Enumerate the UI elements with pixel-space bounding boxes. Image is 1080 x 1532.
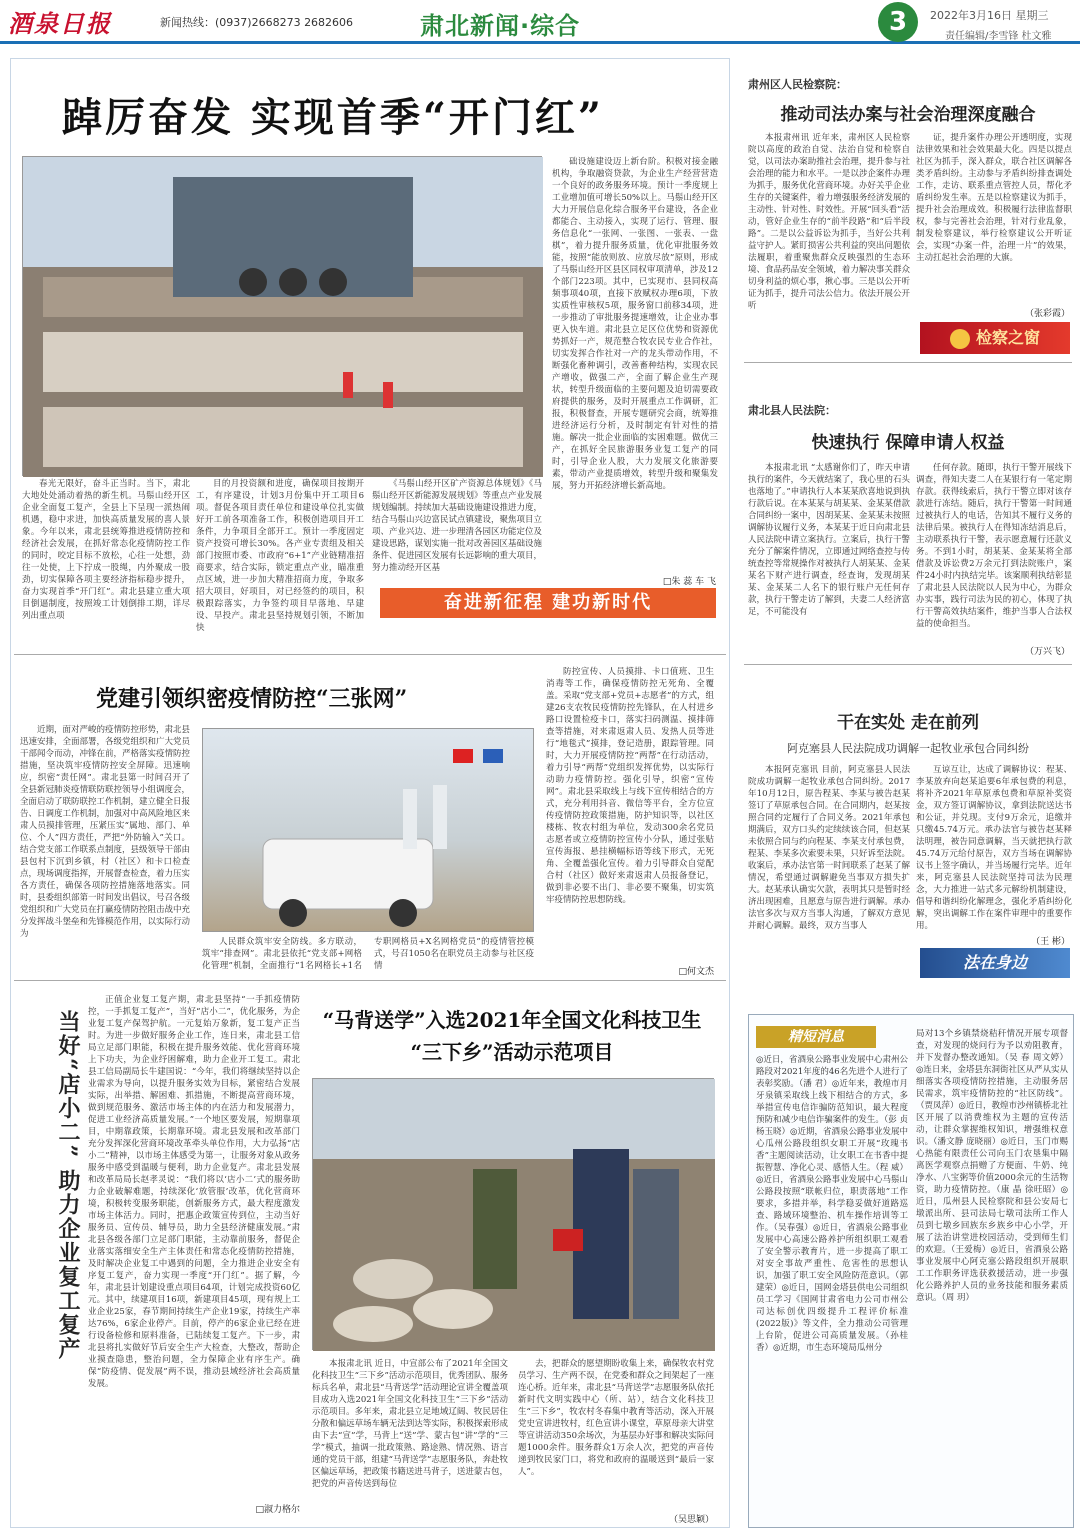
- emblem-icon: [950, 329, 970, 349]
- r1-credit: （张彩霞）: [1024, 309, 1070, 319]
- issue-date: 2022年3月16日 星期三: [930, 9, 1049, 22]
- culture-headline-line-2: “三下乡”活动示范项目: [410, 1040, 614, 1064]
- slogan-banner: 奋进新征程 建功新时代: [380, 588, 716, 618]
- r2-column-2: 任何存款。随即，执行干警开展线下调查，得知夫妻二人在某银行有一笔定期存款。获得线索后，执行干警立即对该存款进行冻结。随后，执行干警第一时间通过被执行人的电话，告知其不履行义务的法律后果。被执行人在得知冻结消息后，主动联系执行干警，表示愿意履行还款义务。不到1小时，胡某某、金某某将全部借款及诉讼费2万余元打到法院账户，案件24小时内执结完毕。该案顺利执结彰显了肃北县人民法院以人民为中心，为群众办实事，践行司法为民的初心，体现了执行干警高效执结案件，维护当事人合法权益的使命担当。: [916, 463, 1072, 629]
- shop-vertical-headline: 当好“店小二” 助力企业复工复产: [55, 1010, 81, 1361]
- factory-photo: [22, 156, 542, 476]
- covid-column-1: 近期，面对严峻的疫情防控形势，肃北县迅速安排，全面部署，各级党组织和广大党员干部闻令而动，冲锋在前，严格落实疫情防控措施，坚决筑牢疫情防控安全屏障。迅速响应，织密“责任网”。肃北县第一时间召开了全县新冠肺炎疫情联防联控领导小组调度会，全面启动了联防联控工作机制，建立健全日报告、日调度工作机制，加强对中高风险地区来肃人员摸排管理，压紧压实“属地、部门、单位、个人”四方责任，严把“外防输入”关口。结合党支部工作联系点制度，县级领导干部由县包村下沉到乡镇，村（社区）和卡口检查点，现场调度指挥，开展督查检查，着力压实各方责任，确保各项防控措施落地落实。同时，县委组织部第一时间发出倡议，号召各级党组织和广大党员在打赢疫情防控阻击战中充分发挥战斗堡垒和先锋模范作用，以实际行动为: [20, 725, 190, 939]
- culture-column-1: 本报肃北讯 近日，中宣部公布了2021年全国文化科技卫生“三下乡”活动示范项目，优秀团队、服务标兵名单，肃北县“马背送学”活动理论宣讲全覆盖项目成功入选2021年全国文化科技卫生“三下乡”活动示范项目。多年来，肃北县立足地域辽阔、牧民居住分散和偏远草场车辆无法到达等实际，积极探索形成由下去“宣”学，马背上“送”学、蒙古包“讲”学的“三学”模式，抽调一批政策熟、路途熟、情况熟、语言通的党员干部，组建“马背送学”志愿服务队，奔赴牧区偏远草场，把政策书籍送进马背子，送进蒙古包，把党的声音传送到每位: [312, 1359, 508, 1489]
- r2-credit: （万兴飞）: [1024, 647, 1070, 657]
- herders-photo: [312, 1078, 714, 1350]
- r3-column-2: 互谅互让，达成了调解协议：程某、李某放弃向赵某追要6年承包费的利息，将补齐2021年草原承包费和草原补奖资金，双方签订调解协议，拿到法院送达书和公证，并兑现。支付9万余元，追缴并只缴45.74万元。承办法官与被告赵某释法明理，被告同意调解，当天就把执行款45.74万元给付原告，双方当场在调解协议书上签字确认，并当场履行完毕。近年来，阿克塞县人民法院坚持司法为民理念，大力推进一站式多元解纷机制建设，倡导和谐纠纷化解理念，强化矛盾纠纷化解，突出调解工作在案件审理中的重要作用。: [916, 765, 1072, 931]
- covid-photo-caption: 人民群众筑牢安全防线。多方联动，筑牢“排查网”。肃北县依托“党支部+网格化管理”机制，全面推行“1名网格长+1名专职网格员+X名网格党员”的疫情管控模式，号召1050名在职党员主动参与社区疫情: [202, 937, 534, 971]
- brief-column-2: 局对13个乡镇禁烧秸秆情况开展专项督查，对发现的烧问行为予以劝阻教育，并下发督办整改通知。（吴 春 周文婷）◎连日来，金塔县东洞街社区从严从实从细落实各项疫情防控措施，主动服务居民需求，筑牢疫情防控的“社区防线”。（贾凤萍）◎近日，教煌市沙州镇桥北社区开展了以消费维权为主题的宣传活动，让群众掌握维权知识，增强维权意识。（潘文静 庞晓丽）◎近日，玉门市赐心热能有限责任公司向玉门农垦集中隔离医学观察点捐赠了方便面、牛奶、纯净水、八宝粥等价值2000余元的生活物资，助力疫情防控。（康 晶 徐旺昭）◎近日，瓜州县人民检察院和县公安局七墩派出所、县司法局七墩司法所工作人员到七墩乡回族东乡族乡中心小学，开展了法治讲堂进校园活动，受到师生们的欢迎。（王爱梅）◎近日，省酒泉公路事业发展中心阿克塞公路段组织开展职工工作职务评选获救援活动，进一步强化公路养护人员的业务技能和服务素质意识。（周 玥）: [916, 1029, 1068, 1303]
- r1-column-1: 本报肃州讯 近年来，肃州区人民检察院以高度的政治自觉、法治自觉和检察自觉，以司法办案助推社会治理，提升参与社会治理的能力和水平。一是以涉企案件办理为抓手，服务优化营商环境。办好关乎企业生存的关键案件，着力增强服务经济发展的主动性、针对性、时效性。开展“回头看”活动，管好企业生存的“前半段路”和“后半段路”。二是以公益诉讼为抓手，当好公共利益守护人。紧盯损害公共利益的突出问题依法履职，着重聚焦群众反映强烈的生态环境、食品药品安全领域，着力解决事关群众切身利益的烦心事，揪心事。三是以公开听证为抓手，提升司法公信力。依法开展公开听: [748, 133, 910, 311]
- culture-headline-line-1: “马背送学”入选2021年全国文化科技卫生: [322, 1008, 702, 1032]
- editor-credit: 责任编辑/李雪锋 杜文雅: [945, 31, 1052, 42]
- section-divider: [14, 654, 726, 655]
- checkpoint-photo-illustration: [203, 729, 535, 933]
- lead-column-4: 础设施建设迈上新台阶。积极对接金融机构，争取融资贷款，为企业生产经营营造一个良好的政务服务环境。预计一季度规上工业增加值可增长50%以上。马鬃山经开区大力开展信息化综合服务平台建设，各企业都能合、主动接入，实现了运行、管理、服务信息化“一张网、一张图、一张表、一盘棋”，着力提升服务质量，优化审批服务效能，按照“能放则放、应放尽放”原则，形成了马鬃山经开区县区同权审项清单，涉及12个部门223项。其中，已实现市、县同权高频事项40项，直接下放赋权办理6项，下放实质性审核权5项，服务窗口前移34项，进一步推动了审批服务提速增效，让企业办事更入快车道。肃北县立足区位优势和资源优势抓好一产，规范整合牧农民专业合作社，切实发挥合作社对一产的龙头带动作用，不断强化畜种调引，改善畜种结构，实现农民产增收，做强二产，全面了解企业生产现状，转型升级面临的主要问题及迫切需要政府提供的服务，及时开展重点工作调研，汇报，积极督查，开展专题研究会商，统筹推进经济运行分析，及时制定有针对性的措施。解决一批企业面临的实困难题。做优三产，在抓好全民旅游服务业复工复产的同时，引导企业人股，大力发展文化旅游要素，带动产业提质增效，转型升级和聚集发展，努力开拓经济增长新高地。: [552, 157, 718, 491]
- culture-column-2: 去，把群众的愿望期盼收集上来，确保牧农村党员学习、生产两不误，在党委和群众之间架起了一座连心桥。近年来，肃北县“马背送学”志愿服务队依托新时代文明实践中心（所、站），结合文化科技卫生“三下乡”，牧农村冬春集中教育等活动，深入开展党史宣讲进牧村，红色宣讲小课堂，草原母亲大讲堂等宣讲活动350余场次，为基层办好事和解决实际问题1000余件。服务群众1万余人次，把党的声音传递到牧民家门口，将党和政府的温暖送到“最后一家人”。: [518, 1359, 714, 1477]
- lead-column-2: 目的月投资额和进度，确保项目按期开工，有序建设，计划3月份集中开工项目6项。督促各项目责任单位和建设单位扎实做好开工前各项准备工作，积极创造项目开工条件，力争项目全部开工。预计一季度固定资产投资可增长30%。各产业专责组及相关部门按照市委、市政府“6+1”产业链精准招商要求，结合实际，锁定重点产业，瞄准重点区域，进一步加大精准招商力度，争取多招大项目，好项目，对已经签约的项目，积极跟踪落实，力争签约项目早落地、早建设、早投产。肃北县坚持规划引领，不断加快: [196, 479, 364, 633]
- covid-credit: □何文杰: [678, 967, 714, 977]
- right-divider: [744, 362, 1072, 363]
- culture-credit: （吴思颖）: [668, 1515, 714, 1525]
- r3-badge: [920, 948, 1070, 978]
- r3-credit: （王 彬）: [1031, 937, 1070, 947]
- checkpoint-photo: [202, 728, 534, 932]
- r1-headline: 推动司法办案与社会治理深度融合: [780, 105, 1036, 125]
- r1-badge-label: 检察之窗: [975, 328, 1040, 347]
- covid-column-2: 防控宣传、人员摸排、卡口值班、卫生消毒等工作，确保疫情防控无死角、全覆盖。采取“党支部+党员+志愿者”的方式，组建26支农牧民疫情防控先锋队，在人村进乡路口设置检疫卡口，落实扫码测温、摸排筛查等措施，对来肃返肃人员、发热人员等进行“地毯式”摸排，登记造册，跟踪管理。同时，大力开展疫情防控“两帮”在行动活动，着力引导“两帮”党组织发挥优势，以实际行动助力疫情防控。强化引导，织密“宣传网”。肃北县采取线上与线下宣传相结合的方式，充分利用抖音、微信等平台，全方位宣传疫情防控政策措施，防护知识等，以社区楼栋、牧农村组为单位，发动300余名党员志愿者或立疫情防控宣传小分队，通过张贴宣传海报、悬挂横幅标语等线下形式，无死角、全覆盖强化宣传。着力引导群众自觉配合村（社区）做好来肃返肃人员报备登记，做到非必要不出门、非必要不聚集，切实筑牢疫情防控思想防线。: [546, 667, 714, 905]
- r2-kicker: 肃北县人民法院：: [748, 404, 836, 417]
- news-hotline: 新闻热线：(0937)2668273 2682606: [160, 16, 354, 29]
- herders-photo-illustration: [313, 1079, 715, 1351]
- r3-headline: 干在实处 走在前列: [837, 713, 979, 733]
- section-divider: [14, 980, 726, 981]
- right-divider: [744, 664, 1072, 665]
- r1-kicker: 肃州区人民检察院：: [748, 78, 847, 91]
- r3-column-1: 本报阿克塞讯 目前，阿克塞县人民法院成功调解一起牧业承包合同纠纷。2017年10月12日，原告程某、李某与被告赵某签订了草原承包合同。在合同期内，赵某按照合同约定履行了合同义务。2021年承包期满后，双方口头约定续续该合同，但赵某未依照合同与约向程某、李某支付承包费，程某、李某多次索要未果，只好诉至法院。收案后，承办法官第一时间联系了赵某了解情况，希望通过调解避免当事双方损失扩大。赵某承认确实欠款，表明其只是暂时经济出现困难，且愿意与原告进行调解。承办法官多次与双方当事人沟通，了解双方意见并耐心调解。最终，双方当事人: [748, 765, 910, 931]
- lead-credit: □朱 蕊 车 飞: [662, 577, 716, 587]
- page-number-badge: 3: [878, 2, 918, 42]
- r1-column-2: 证，提升案件办理公开透明度，实现法律效果和社会效果最大化。四是以提点社区为抓手，深入群众，联合社区调解各类矛盾纠纷。主动参与矛盾纠纷排查调处工作，走访、联系重点管控人员，帮化矛盾纠纷发生率。五是以检察建议为抓手，提升社会治理成效。积极履行法律监督职权，参与完善社会治理，针对行业乱象，制发检察建议，举行检察建议公开听证会，实现“办案一件，治理一片”的效果，主动扛起社会治理的大旗。: [916, 133, 1072, 263]
- r2-column-1: 本报肃北讯 “太感谢你们了，昨天申请执行的案件，今天就结案了，我心里的石头也落地了。”申请执行人本某某欣喜地说到执行款后说。在本某某与胡某某、金某某借款合同纠纷一案中，因胡某某、金某某未按照调解协议履行义务，本某某于近日向肃北县人民法院申请立案执行。立案后，执行干警充分了解案件情况，立即通过网络查控与传统查控等常规操作对被执行人胡某某、金某某名下财产进行调查，经查询，发现胡某某、金某某二人名下的银行账户无任何存款，执行干警走访了解到，夫妻二人经济富足，不可能没有: [748, 463, 910, 617]
- brief-title: 精短消息: [756, 1026, 876, 1048]
- factory-photo-illustration: [23, 157, 543, 477]
- shop-credit: □淑力格尔: [255, 1505, 300, 1515]
- lead-column-1: 春光无限好，奋斗正当时。当下，肃北大地处处涌动着热的新生机。马鬃山经开区企业全面复工复产，全县上下呈现一派热闹机遇，稳中求进，加快高质量发展的喜人景象。今年以来，肃北县统筹推进疫情防控和经济社会发展，在抓好常态化疫情防控工作的同时，咬定目标不放松，心往一处想，劲往一处使，上下拧成一股绳，内外聚成一股劲，切实保障各项主要经济指标稳步提升，奋力实现首季“开门红”。肃北县建立重大项目倒逼制度，按照竣工计划倒排工期，详尽列出重点项: [22, 479, 190, 621]
- shop-column-1: 正值企业复工复产期，肃北县坚持“一手抓疫情防控，一手抓复工复产”，当好“店小二”，优化服务，为企业复工复产保驾护航。一元复始万象新，复工复产正当时。为进一步做好服务企业工作，连日来，肃北县工信局立足部门职能，积极在提升服务效能、优化营商环境上下功夫，为企业纾困解难，助力企业开工复工。肃北县工信局副局长牛建国说：“今年，我们将继续坚持以企业需求为导向，以提升服务实效为目标，紧密结合发展实际，出举措、解困难、抓措施，不断提高营商环境，做到规范服务、激活市场主体的内在活力和发展潜力，促进工业经济高质量发展。”一个地区要发展，短期靠项目，中期靠政策，长期靠环境。肃北县发展和改革部门充分发挥深化营商环境改革牵头单位作用，大力弘扬“店小二”精神，以市场主体感受为第一，让服务对象从政务服务中感受到温暖与便利，助力企业复产。肃北县发展和改革局局长赵孝灵说：“我们将以‘店小二’式的服务助力企业破解难题，持续深化‘放管服’改革，优化营商环境，积极转变服务职能，创新服务方式，最大程度激发市场主体活力。同时，把惠企政策宣传到位，主动当好服务员、宣传员、辅导员，助力全县经济健康发展。”肃北县各级各部门立足部门职能，主动靠前服务，督促企业落实落细安全生产主体责任和常态化疫情防控措施，及时解决企业复工中遇到的问题，全力推进企业安全有序复工复产，奋力实现一季度“开门红”。据了解，今年，肃北县计划建设重点项目64项，计划完成投资60亿元。其中，续建项目16项，新建项目45项，现有规上工业企业25家，春节期间持续生产企业19家，持续生产率达76%，6家企业停产。目前，停产的6家企业已经在进行设备检修和原料准备，已陆续复工复产。下一步，肃北县将扎实做好节后安全生产大检查，大整改，帮助企业摸查隐患，整治问题，全力保障企业有序生产。确保“防疫情、促发展”两不误，推动县域经济社会高质量发展。: [88, 995, 300, 1389]
- r3-badge-label: 法在身边: [962, 953, 1027, 972]
- lead-column-3: 《马鬃山经开区矿产资源总体规划》《马鬃山经开区新能源发展规划》等重点产业发展规划编制。持续加大基础设施建设推进力度，结合马鬃山兴边富民试点镇建设，聚焦项目立项、产业兴边、进一步理清各园区功能定位及建设思路，谋划实施一批对改善园区基础设施条件、促进园区发展有长远影响的重大项目，努力推动经开区基: [372, 479, 542, 573]
- section-title: 肃北新闻·综合: [420, 12, 581, 40]
- newspaper-logo: 酒泉日报: [8, 9, 112, 38]
- r2-headline: 快速执行 保障申请人权益: [811, 433, 1005, 453]
- brief-column-1: ◎近日，省酒泉公路事业发展中心肃州公路段对2021年度的46名先进个人进行了表彰奖励。（潘 君）◎近年来，教煌市月牙泉镇采取线上线下相结合的方式，多举措宣传电信诈骗防范知识，最大程度预防和减少电信诈骗案件的发生。（彭 贞 杨玉晓）◎近期，省酒泉公路事业发展中心瓜州公路段组织女职工开展“玫瑰书香”主题阅读活动，让女职工在书香中提振智慧、净化心灵、感悟人生。（程 威）◎近日，省酒泉公路事业发展中心马鬃山公路段按照“联帐归位，职责落地”工作要求，多措并举，科学稳妥做好道路巡查、路域环境整治、机车操作培训等工作。（吴春强）◎近日，省酒泉公路事业发展中心高速公路养护所组织职工观看了安全警示教育片，进一步提高了职工对安全事故严重性、危害性的思想认识，加强了职工安全风险防范意识。（郭建荣）◎近日，国网金塔县供电公司组织员工学习《国网甘肃省电力公司市州公司达标创优四级提升工程评价标准(2022版)》等文件，全力推动公司管理上台阶，促进公司高质量发展。（孙桂香）◎近期，市生态环境局瓜州分: [756, 1055, 908, 1353]
- r1-badge: [920, 322, 1070, 354]
- lead-headline: 踔厉奋发 实现首季“开门红”: [62, 94, 604, 141]
- covid-headline: 党建引领织密疫情防控“三张网”: [96, 686, 408, 712]
- r3-subheadline: 阿克塞县人民法院成功调解一起牧业承包合同纠纷: [787, 742, 1029, 755]
